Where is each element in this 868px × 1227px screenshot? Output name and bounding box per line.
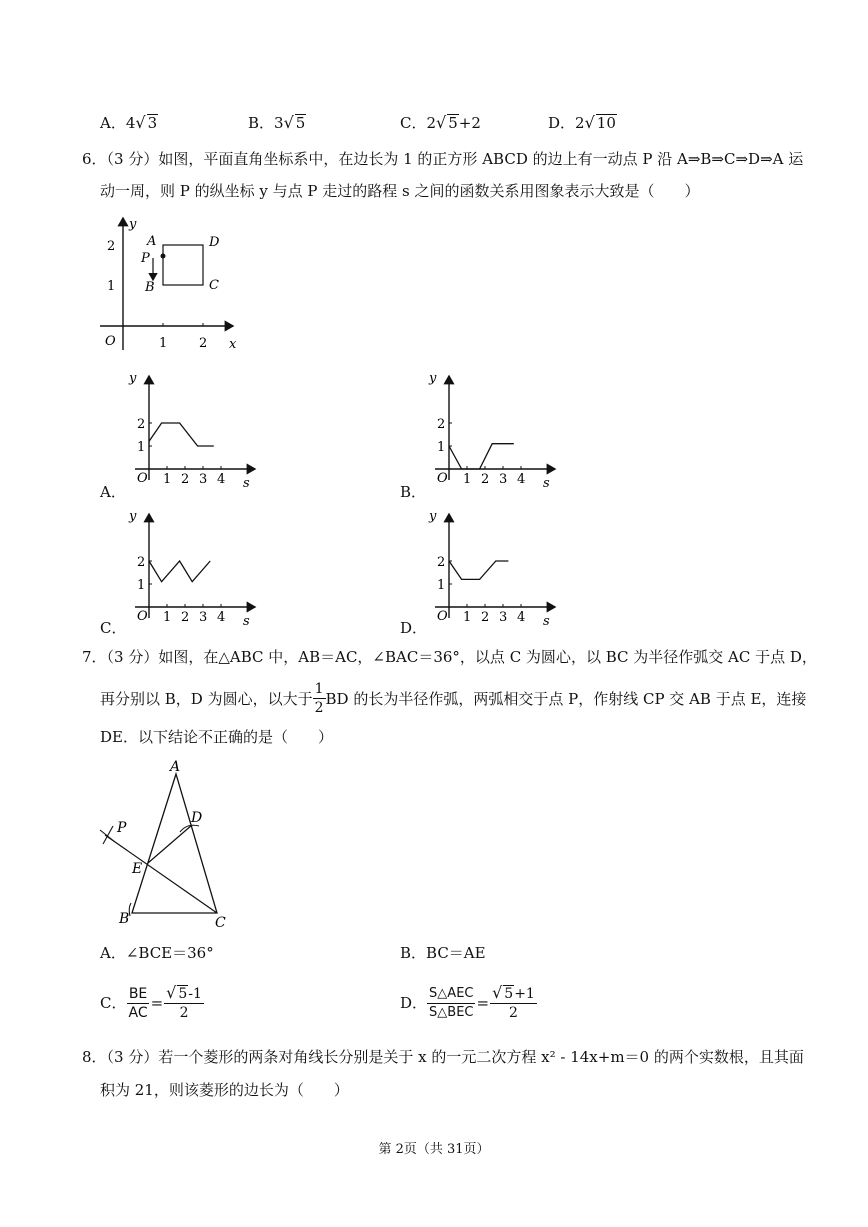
frac-den: 2 <box>179 1005 189 1021</box>
q8-line-1: 8．（3 分）若一个菱形的两条对角线长分别是关于 x 的一元二次方程 x² - 14x+m＝0 的两个实数根，且其面 <box>82 1048 804 1066</box>
tick-label-s-3: 3 <box>499 472 508 487</box>
tick-x-2: 2 <box>199 336 208 351</box>
q5-option-d: D．2√ 10 <box>548 113 616 132</box>
q6-option-label-c: C． <box>100 619 127 637</box>
q7-option-d: D． $\frac{\text{S△AEC}}{\text{S△BEC}}$ = $\frac{√ 5+1}{2}$ <box>400 983 535 1021</box>
radicand: 5 <box>448 114 458 132</box>
frac-den: 2 <box>509 1005 518 1021</box>
label-b: B <box>145 280 155 295</box>
frac-den: S△BEC <box>429 1004 474 1020</box>
label-y: y <box>129 509 137 524</box>
tick-label-y-1: 1 <box>137 440 146 455</box>
radicand: 3 <box>147 114 158 132</box>
q7-line-2-pre: 再分别以 B，D 为圆心，以大于 <box>100 689 313 708</box>
q6-square-figure <box>95 210 255 360</box>
label-origin: O <box>137 471 148 486</box>
label-y: y <box>429 509 437 524</box>
q6-graph-d <box>425 508 565 633</box>
q7-triangle-figure <box>95 760 245 930</box>
tick-label-s-4: 4 <box>517 472 526 487</box>
radicand: 5 <box>178 986 188 1002</box>
half-fraction <box>313 680 326 717</box>
label-d: D <box>209 235 220 250</box>
option-label: D． <box>400 994 428 1012</box>
tick-x-1: 1 <box>159 336 168 351</box>
ray-cp <box>105 835 217 913</box>
tick-label-s-1: 1 <box>163 610 172 625</box>
label-x: x <box>229 337 237 352</box>
tick-label-s-3: 3 <box>199 472 208 487</box>
option-label: C． <box>100 994 127 1012</box>
q6-graph-a <box>125 370 265 495</box>
frac-num: 1 <box>314 681 324 697</box>
tick-label-y-2: 2 <box>437 555 446 570</box>
option-label: B． <box>248 114 275 132</box>
q5-option-a: A．4√ 3 <box>100 113 158 132</box>
tick-label-y-1: 1 <box>137 578 146 593</box>
page-footer: 第 2页（共 31页） <box>378 1142 490 1157</box>
tick-label-y-1: 1 <box>437 440 446 455</box>
label-origin: O <box>137 609 148 624</box>
q6-graph-c <box>125 508 265 633</box>
tick-label-y-2: 2 <box>137 555 146 570</box>
tick-label-s-4: 4 <box>217 610 226 625</box>
tick-label-s-2: 2 <box>181 610 190 625</box>
option-label: D． <box>548 114 576 132</box>
label-p: P <box>117 820 127 836</box>
q6-option-label-a: A． <box>100 483 126 501</box>
fraction-be-ac <box>126 985 149 1022</box>
label-y: y <box>129 217 137 232</box>
q7-line-1: 7．（3 分）如图，在△ABC 中，AB＝AC，∠BAC＝36°，以点 C 为圆心，以 BC 为半径作弧交 AC 于点 D， <box>82 648 817 666</box>
label-y: y <box>429 371 437 386</box>
option-label: A． <box>100 114 126 132</box>
label-y: y <box>129 371 137 386</box>
radicand: 5 <box>504 986 514 1002</box>
segment-de <box>148 825 192 863</box>
tick-label-s-3: 3 <box>199 610 208 625</box>
fraction-rhs: $\frac{√ 5-1}{2}$ <box>166 983 202 1021</box>
label-a: A <box>147 234 157 249</box>
q7-option-b: B．BC＝AE <box>400 944 486 962</box>
coef: 2 <box>575 114 585 132</box>
radicand: 5 <box>295 114 306 132</box>
q7-option-c: C． $\frac{BE}{AC}$ = $\frac{√ 5-1}{2}$ <box>100 983 202 1021</box>
tick-label-s-1: 1 <box>163 472 172 487</box>
label-s: s <box>543 614 550 629</box>
tail: -1 <box>188 986 202 1002</box>
tail: +1 <box>514 986 535 1002</box>
coef: 3 <box>274 114 284 132</box>
cross-p-2 <box>103 826 113 844</box>
graph-curve <box>149 561 210 582</box>
q7-line-2-post: BD 的长为半径作弧，两弧相交于点 P，作射线 CP 交 AB 于点 E，连接 <box>325 689 807 708</box>
tick-label-s-2: 2 <box>481 610 490 625</box>
option-label: C． <box>400 114 427 132</box>
fraction-rhs: $\frac{√ 5+1}{2}$ <box>492 983 535 1021</box>
label-c: C <box>209 278 219 293</box>
label-origin: O <box>105 334 116 349</box>
label-s: s <box>543 476 550 491</box>
radicand: 10 <box>596 114 616 132</box>
tick-label-y-1: 1 <box>437 578 446 593</box>
q6-line-2: 动一周，则 P 的纵坐标 y 与点 P 走过的路程 s 之间的函数关系用图象表示大致是（ ） <box>100 182 700 200</box>
frac-den: AC <box>128 1004 148 1021</box>
q5-option-b: B．3√ 5 <box>248 113 306 132</box>
q5-option-c: C．2√ 5+2 <box>400 113 481 132</box>
tick-label-s-2: 2 <box>481 472 490 487</box>
tick-label-s-4: 4 <box>517 610 526 625</box>
label-c: C <box>215 915 226 930</box>
arc-d <box>180 825 199 832</box>
point-p <box>161 254 166 259</box>
label-b: B <box>119 911 130 927</box>
tick-label-s-1: 1 <box>463 472 472 487</box>
label-d: D <box>191 810 203 826</box>
tick-y-1: 1 <box>107 279 116 294</box>
tick-y-2: 2 <box>107 239 116 254</box>
tick-label-s-1: 1 <box>463 610 472 625</box>
q6-option-label-d: D． <box>400 619 428 637</box>
label-a: A <box>170 760 181 775</box>
q7-line-3: DE．以下结论不正确的是（ ） <box>100 728 333 746</box>
label-e: E <box>132 861 143 877</box>
q7-line-2 <box>100 680 806 717</box>
tick-label-s-4: 4 <box>217 472 226 487</box>
q7-option-a: A．∠BCE＝36° <box>100 944 214 962</box>
label-origin: O <box>437 471 448 486</box>
tick-label-s-3: 3 <box>499 610 508 625</box>
graph-curve <box>149 423 214 446</box>
triangle-abc <box>132 774 217 913</box>
arc-b <box>129 903 131 916</box>
frac-num: S△AEC <box>427 985 475 1004</box>
frac-num: BE <box>128 985 148 1002</box>
frac-den: 2 <box>314 700 324 716</box>
q8-line-2: 积为 21，则该菱形的边长为（ ） <box>100 1081 349 1099</box>
coef: 4 <box>125 114 136 132</box>
graph-curve <box>449 561 508 579</box>
q6-graph-b <box>425 370 565 495</box>
tick-label-y-2: 2 <box>137 417 146 432</box>
label-s: s <box>243 614 250 629</box>
fraction-areas <box>427 985 475 1022</box>
q6-option-label-b: B． <box>400 483 427 501</box>
label-origin: O <box>437 609 448 624</box>
label-p: P <box>141 251 150 266</box>
square-abcd <box>163 245 203 285</box>
q6-line-1: 6．（3 分）如图，平面直角坐标系中，在边长为 1 的正方形 ABCD 的边上有一动点 P 沿 A⇒B⇒C⇒D⇒A 运 <box>82 150 804 168</box>
tick-label-s-2: 2 <box>181 472 190 487</box>
tail: +2 <box>458 114 481 132</box>
label-s: s <box>243 476 250 491</box>
tick-label-y-2: 2 <box>437 417 446 432</box>
graph-curve <box>449 444 514 469</box>
coef: 2 <box>426 114 437 132</box>
